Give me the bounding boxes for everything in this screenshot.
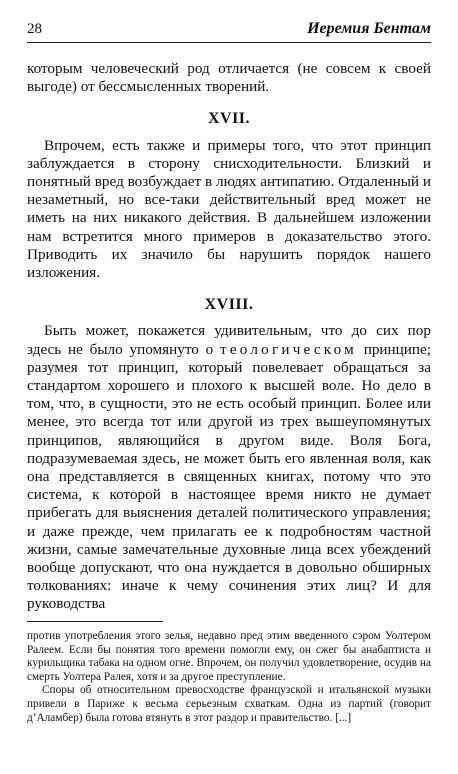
- continuation-paragraph: которым человеческий род отличается (не совсем к своей выгоде) от бессмысленных творений.: [27, 60, 431, 96]
- section-18-paragraph: [27, 322, 431, 613]
- section-18-text-before: Быть может, покажется удивительным, что до сих пор здесь не было упомянуто о: [27, 322, 431, 358]
- section-heading-17: XVII.: [207, 110, 251, 128]
- main-text: [27, 60, 431, 614]
- page-number: 28: [27, 21, 42, 37]
- footnote-paragraph: Споры об относительном превосходстве французской и итальянской музыки привели в Париже к весьма серьезным схваткам. Одна из партий (говорит д’Аламбер) была готова втянуть в этот раздор и правительство. [...]: [27, 684, 431, 724]
- running-title: Иеремия Бентам: [307, 20, 431, 37]
- page-header: [27, 17, 431, 41]
- footnote-continuation: против употребления этого зелья, недавно пред этим введенного сэром Уолтером Ралеем. Если бы понятия того времени помогли ему, он сжег бы анабаптиста и курильщика табака на одном огне. Впрочем, он получил удовлетворение, осудив на смерть Уолтера Ралея, хотя и за другое преступление.: [27, 630, 431, 683]
- section-17-paragraph: Впрочем, есть также и примеры того, что этот принцип заблуждается в сторону снисходительности. Близкий и понятный вред возбуждает в людях антипатию. Отдаленный и незаметный, но все-таки действительный вред может не иметь на них никакого действия. В дальнейшем изложении нам встретится много примеров в доказательство этого. Приводить их значило бы нарушить порядок нашего изложения.: [27, 136, 431, 282]
- header-rule: [27, 42, 431, 43]
- footnotes: [27, 630, 431, 725]
- footnote-rule: [27, 621, 163, 622]
- section-18-text-after: принципе; разумея тот принцип, который повелевает обращаться за стандартом хорошего и плохого к высшей воле. Но дело в том, что, в сущности, это не есть особый принцип. Более или менее, это всегда тот или другой из трех вышеупомянутых принципов, являющийся в другом виде. Воля Бога, подразумеваемая здесь, не может быть его явленная воля, как она представляется в священных книгах, потому что это система, к которой в настоящее время никто не думает прибегать для выяснения деталей политического управления; и даже прежде, чем прилагать ее к подробностям частной жизни, самые замечательные духовные лица всех убеждений вообще допускают, что она нуждается в довольно обширных толкованиях: иначе к чему сочинения этих лиц? И для руководства: [27, 340, 432, 613]
- spaced-emphasis: теологическом: [220, 340, 357, 358]
- section-heading-18: XVIII.: [204, 296, 254, 314]
